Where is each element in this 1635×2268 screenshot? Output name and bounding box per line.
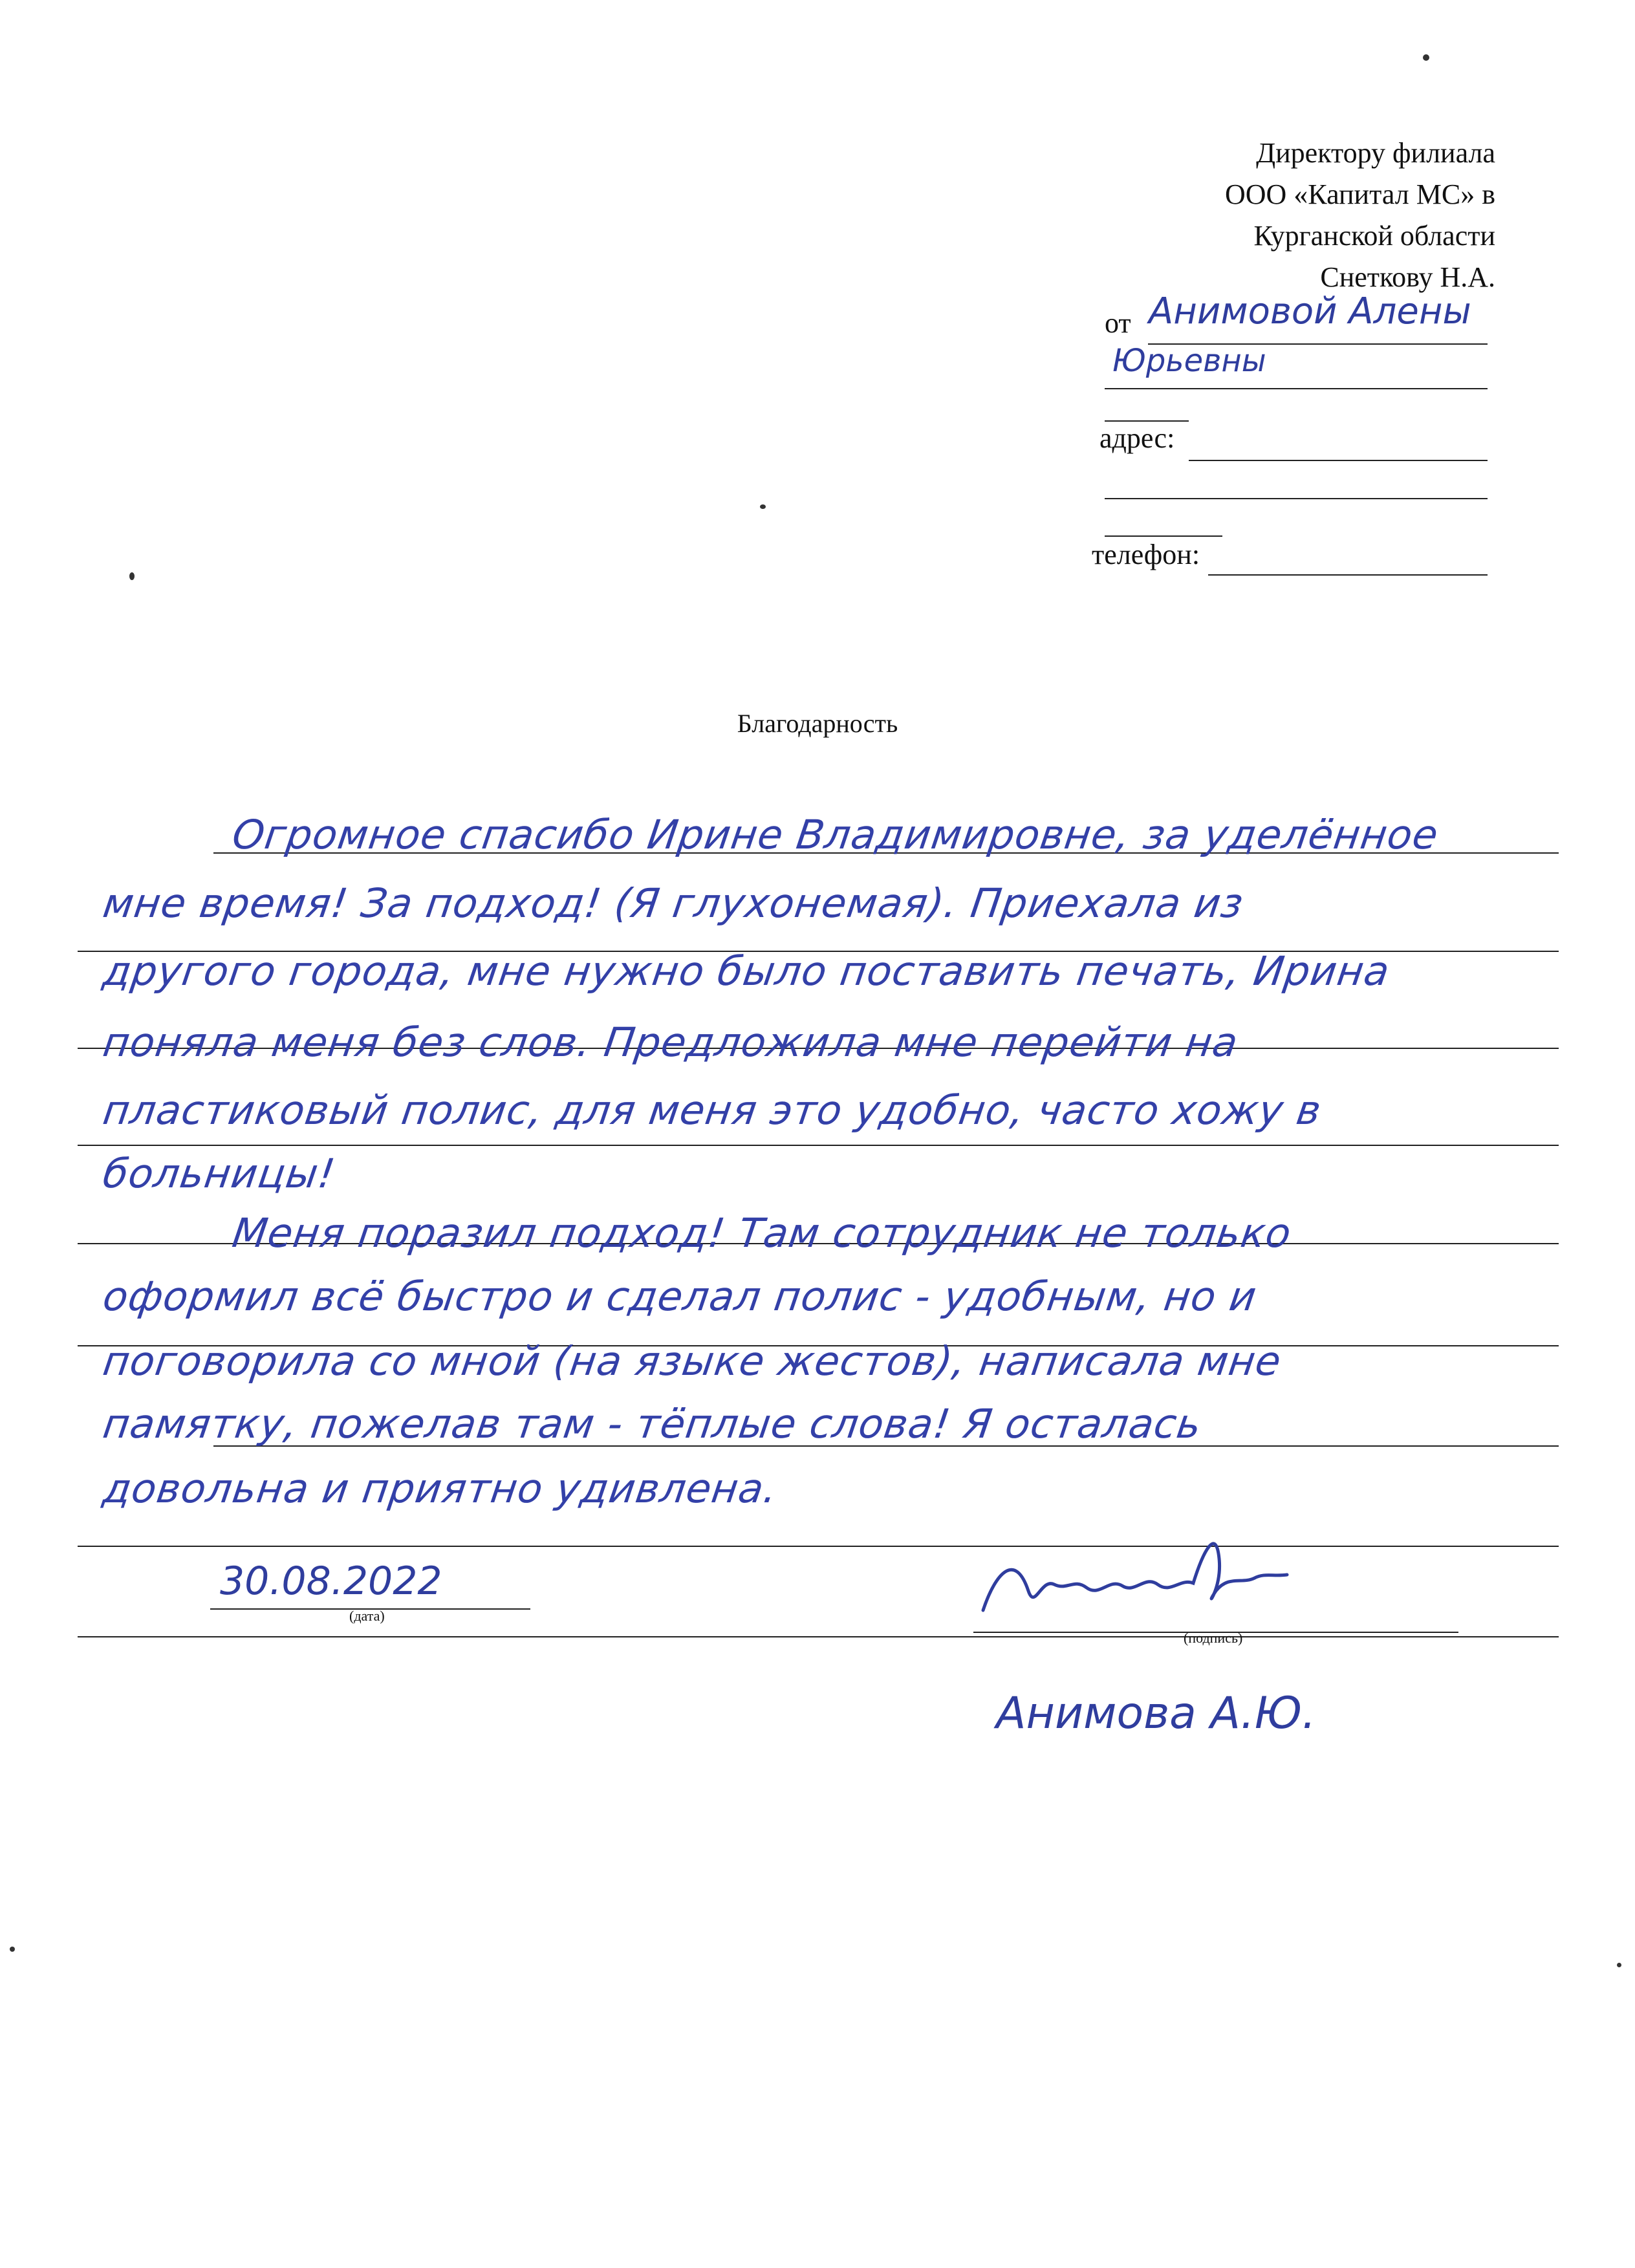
letter-line: Меня поразил подход! Там сотрудник не только — [229, 1209, 1295, 1257]
scan-speck — [10, 1947, 15, 1952]
scan-speck — [129, 572, 135, 580]
phone-rule — [1208, 574, 1488, 576]
letter-line: другого города, мне нужно было поставить печать, Ирина — [100, 947, 1393, 995]
date-caption: (дата) — [349, 1608, 385, 1624]
scan-speck — [760, 504, 766, 509]
signature-name: Анимова А.Ю. — [996, 1688, 1316, 1739]
letter-line: довольна и приятно удивлена. — [100, 1465, 781, 1512]
from-value-line-1: Анимовой Алены — [1149, 290, 1471, 332]
addressee-line-1: Директору филиала — [1256, 137, 1495, 169]
letter-line: памятку, пожелав там - тёплые слова! Я осталась — [100, 1400, 1205, 1447]
from-value-line-2: Юрьевны — [1112, 343, 1266, 379]
addressee-line-2: ООО «Капитал МС» в — [1224, 178, 1495, 210]
address-rule-1 — [1189, 460, 1488, 461]
phone-redaction — [1222, 530, 1559, 569]
from-field — [1105, 290, 1493, 344]
address-label: адрес: — [1099, 422, 1175, 454]
addressee-line-4: Снеткову Н.А. — [1320, 261, 1495, 293]
from-label: от — [1105, 307, 1131, 339]
letter-line: мне время! За подход! (Я глухонемая). Приехала из — [100, 880, 1247, 927]
letter-line: Огромное спасибо Ирине Владимировне, за уделённое — [229, 811, 1442, 858]
document-title: Благодарность — [737, 709, 898, 738]
signature-scribble — [970, 1513, 1306, 1630]
scan-speck — [1423, 54, 1429, 61]
date-value: 30.08.2022 — [220, 1559, 442, 1604]
letter-line: поняла меня без слов. Предложила мне перейти на — [100, 1019, 1242, 1066]
signature-caption: (подпись) — [1184, 1630, 1243, 1646]
letter-line: больницы! — [100, 1150, 339, 1197]
scan-speck — [1617, 1963, 1621, 1967]
ruled-line — [78, 1546, 1559, 1547]
ruled-line — [78, 1636, 1559, 1637]
from-rule-2 — [1105, 388, 1488, 389]
addressee-line-3: Курганской области — [1253, 220, 1495, 252]
address-redaction — [1189, 414, 1590, 511]
ruled-line — [78, 1145, 1559, 1146]
letter-line: оформил всё быстро и сделал полис - удобным, но и — [100, 1273, 1260, 1320]
addressee-block — [1225, 133, 1495, 298]
letter-line: поговорила со мной (на языке жестов), написала мне — [100, 1337, 1284, 1385]
phone-label: телефон: — [1092, 539, 1200, 570]
letter-line: пластиковый полис, для меня это удобно, часто хожу в — [100, 1086, 1325, 1134]
address-rule-2 — [1105, 498, 1488, 499]
